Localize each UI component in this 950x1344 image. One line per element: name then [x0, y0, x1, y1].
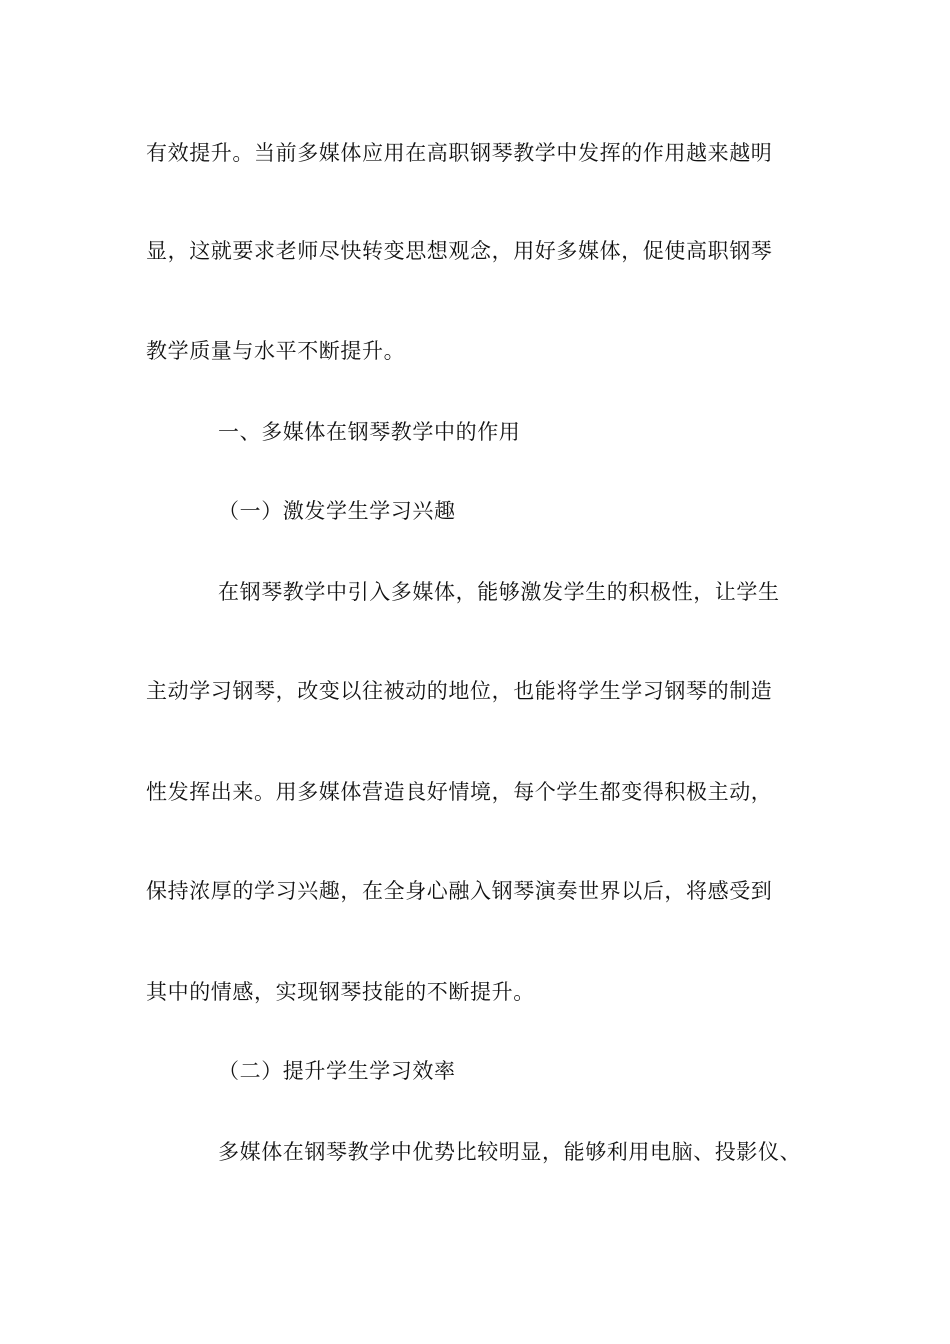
paragraph-line: 在钢琴教学中引入多媒体，能够激发学生的积极性，让学生: [218, 580, 780, 604]
paragraph-line: 显，这就要求老师尽快转变思想观念，用好多媒体，促使高职钢琴: [146, 239, 773, 263]
subsection-heading: （二）提升学生学习效率: [218, 1059, 456, 1083]
paragraph-line: 有效提升。当前多媒体应用在高职钢琴教学中发挥的作用越来越明: [146, 141, 773, 165]
subsection-heading: （一）激发学生学习兴趣: [218, 499, 456, 523]
paragraph-line: 主动学习钢琴，改变以往被动的地位，也能将学生学习钢琴的制造: [146, 679, 773, 703]
section-heading: 一、多媒体在钢琴教学中的作用: [218, 420, 521, 444]
paragraph-line: 其中的情感，实现钢琴技能的不断提升。: [146, 980, 535, 1004]
paragraph-line: 多媒体在钢琴教学中优势比较明显，能够利用电脑、投影仪、: [218, 1140, 802, 1164]
paragraph-line: 性发挥出来。用多媒体营造良好情境，每个学生都变得积极主动，: [146, 780, 773, 804]
paragraph-line: 保持浓厚的学习兴趣，在全身心融入钢琴演奏世界以后，将感受到: [146, 879, 773, 903]
paragraph-line: 教学质量与水平不断提升。: [146, 339, 406, 363]
